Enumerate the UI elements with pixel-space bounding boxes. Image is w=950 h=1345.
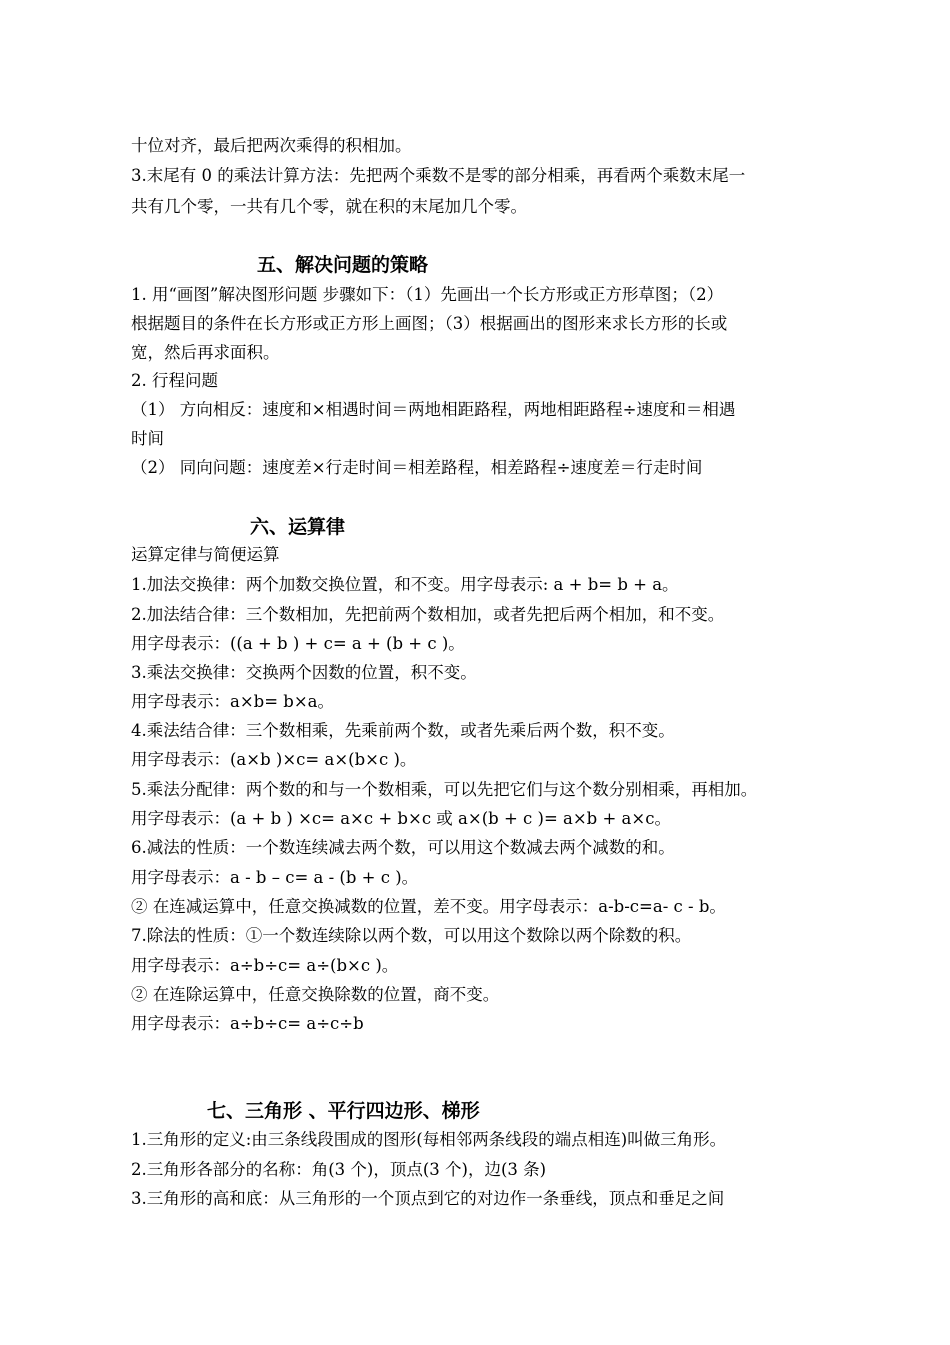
- section-5-line: 1. 用“画图”解决图形问题 步骤如下：（1）先画出一个长方形或正方形草图；（2）: [131, 285, 724, 304]
- intro-line-1: 十位对齐，最后把两次乘得的积相加。: [131, 136, 412, 155]
- intro-line-3: 共有几个零，一共有几个零，就在积的末尾加几个零。: [131, 197, 527, 216]
- section-6-line: 7.除法的性质：①一个数连续除以两个数，可以用这个数除以两个除数的积。: [131, 926, 692, 945]
- section-6-line: ② 在连减运算中，任意交换减数的位置，差不变。用字母表示：a-b-c=a- c - b。: [131, 897, 726, 916]
- section-6-line: ② 在连除运算中，任意交换除数的位置，商不变。: [131, 985, 500, 1004]
- section-6-line: 4.乘法结合律：三个数相乘，先乘前两个数，或者先乘后两个数，积不变。: [131, 721, 675, 740]
- section-6-line: 用字母表示：(a + b ) ×c= a×c + b×c 或 a×(b + c )= a×b + a×c。: [131, 809, 671, 828]
- section-6-line: 用字母表示：(a×b )×c= a×(b×c )。: [131, 750, 417, 769]
- section-6-line: 用字母表示：((a + b ) + c= a + (b + c )。: [131, 634, 465, 653]
- section-5-title: 五、解决问题的策略: [257, 254, 429, 276]
- intro-line-2: 3.末尾有 0 的乘法计算方法：先把两个乘数不是零的部分相乘，再看两个乘数末尾一: [131, 166, 746, 185]
- section-5-line: 宽，然后再求面积。: [131, 343, 280, 362]
- section-5-line: （2） 同向问题：速度差×行走时间＝相差路程，相差路程÷速度差＝行走时间: [131, 458, 703, 477]
- section-5-line: 2. 行程问题: [131, 371, 218, 390]
- section-6-line: 用字母表示：a - b – c= a - (b + c )。: [131, 868, 419, 887]
- section-5-line: 根据题目的条件在长方形或正方形上画图；（3）根据画出的图形来求长方形的长或: [131, 314, 728, 333]
- section-6-line: 用字母表示：a×b= b×a。: [131, 692, 335, 711]
- section-7-title: 七、三角形 、平行四边形、梯形: [207, 1100, 480, 1122]
- section-7-line: 1.三角形的定义:由三条线段围成的图形(每相邻两条线段的端点相连)叫做三角形。: [131, 1130, 727, 1149]
- section-6-line: 2.加法结合律：三个数相加，先把前两个数相加，或者先把后两个相加，和不变。: [131, 605, 725, 624]
- section-6-line: 用字母表示：a÷b÷c= a÷c÷b: [131, 1014, 364, 1033]
- section-6-line: 3.乘法交换律：交换两个因数的位置，积不变。: [131, 663, 477, 682]
- section-7-line: 2.三角形各部分的名称：角(3 个)，顶点(3 个)，边(3 条): [131, 1160, 547, 1179]
- section-6-line: 运算定律与简便运算: [131, 545, 280, 564]
- section-6-line: 6.减法的性质：一个数连续减去两个数，可以用这个数减去两个减数的和。: [131, 838, 675, 857]
- section-6-line: 5.乘法分配律：两个数的和与一个数相乘，可以先把它们与这个数分别相乘，再相加。: [131, 780, 758, 799]
- section-7-line: 3.三角形的高和底：从三角形的一个顶点到它的对边作一条垂线，顶点和垂足之间: [131, 1189, 725, 1208]
- section-6-line: 1.加法交换律：两个加数交换位置，和不变。用字母表示: a + b= b + a。: [131, 575, 679, 594]
- section-5-line: 时间: [131, 429, 164, 448]
- section-6-title: 六、运算律: [250, 516, 346, 538]
- section-5-line: （1） 方向相反：速度和×相遇时间＝两地相距路程，两地相距路程÷速度和＝相遇: [131, 400, 736, 419]
- section-6-line: 用字母表示：a÷b÷c= a÷(b×c )。: [131, 956, 399, 975]
